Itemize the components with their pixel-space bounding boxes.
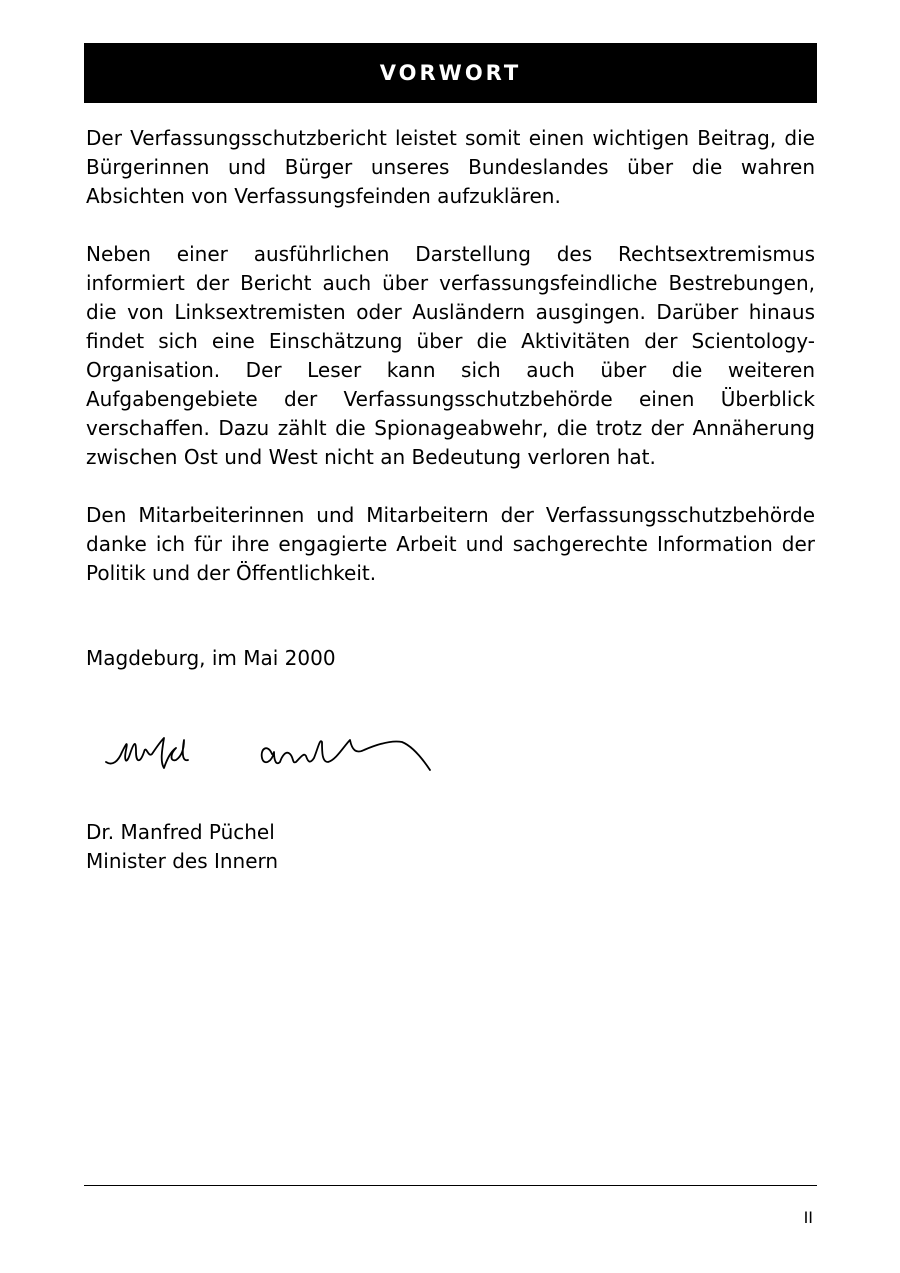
section-title: VORWORT (379, 61, 522, 85)
signature-image (100, 718, 440, 782)
signer-name: Dr. Manfred Püchel (86, 820, 275, 844)
place-date: Magdeburg, im Mai 2000 (86, 646, 336, 670)
signer-block (86, 818, 278, 876)
paragraph-intro: Der Verfassungsschutzbericht leistet somit einen wichtigen Beitrag, die Bürgerinnen und Bürger unseres Bundeslandes über die wahren Absichten von Verfassungsfeinden aufzuklären. (86, 126, 815, 208)
paragraph-thanks: Den Mitarbeiterinnen und Mitarbeitern der Verfassungsschutzbehörde danke ich für ihre engagierte Arbeit und sachgerechte Information der Politik und der Öffentlichkeit. (86, 503, 815, 585)
page-number: II (803, 1208, 813, 1227)
section-header-bar (84, 43, 817, 103)
body-text (86, 124, 815, 588)
signer-title: Minister des Innern (86, 849, 279, 873)
paragraph-content: Neben einer ausführlichen Darstellung des Rechtsextremismus informiert der Bericht auch über verfassungsfeindliche Bestrebungen, die von Linksextremisten oder Ausländern ausgingen. Darüber hinaus findet sich eine Einschätzung über die Aktivitäten der Scientology-Organisation. Der Leser kann sich auch über die weiteren Aufgabengebiete der Verfassungsschutzbehörde einen Überblick verschaffen. Dazu zählt die Spionageabwehr, die trotz der Annäherung zwischen Ost und West nicht an Bedeutung verloren hat. (86, 242, 815, 469)
footer-divider (84, 1185, 817, 1186)
